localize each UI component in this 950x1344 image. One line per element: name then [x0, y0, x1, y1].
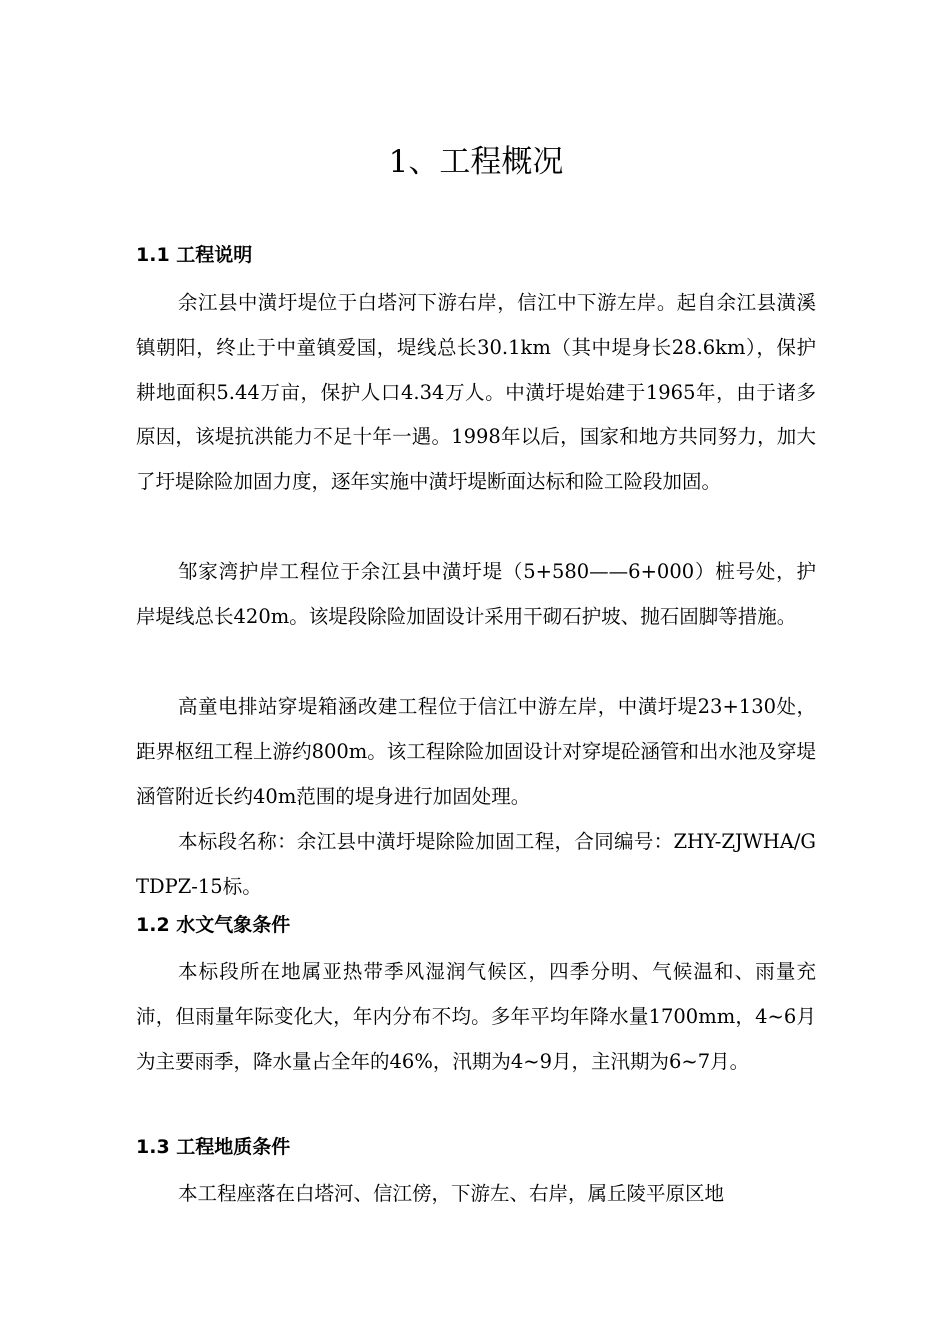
section-heading-1-1: 1.1 工程说明	[136, 244, 253, 266]
page-title: 1、工程概况	[388, 144, 564, 180]
paragraph-project-description: 余江县中潢圩堤位于白塔河下游右岸，信江中下游左岸。起自余江县潢溪镇朝阳，终止于中童镇爱国，堤线总长30.1km（其中堤身长28.6km），保护耕地面积5.44万亩，保护人口4.34万人。中潢圩堤始建于1965年，由于诸多原因，该堤抗洪能力不足十年一遇。1998年以后，国家和地方共同努力，加大了圩堤除险加固力度，逐年实施中潢圩堤断面达标和险工险段加固。	[136, 291, 816, 494]
section-heading-1-3: 1.3 工程地质条件	[136, 1136, 291, 1158]
paragraph-hydrology-climate: 本标段所在地属亚热带季风湿润气候区，四季分明、气候温和、雨量充沛，但雨量年际变化大，年内分布不均。多年平均年降水量1700mm，4~6月为主要雨季，降水量占全年的46%，汛期为4~9月，主汛期为6~7月。	[136, 960, 816, 1073]
paragraph-geology: 本工程座落在白塔河、信江傍，下游左、右岸，属丘陵平原区地	[178, 1182, 725, 1205]
section-heading-1-2: 1.2 水文气象条件	[136, 914, 291, 936]
paragraph-gaotong-pump-station: 高童电排站穿堤箱涵改建工程位于信江中游左岸，中潢圩堤23+130处，距界枢纽工程上游约800m。该工程除险加固设计对穿堤砼涵管和出水池及穿堤涵管附近长约40m范围的堤身进行加固处理。	[136, 695, 816, 808]
paragraph-zoujiawan-revetment: 邹家湾护岸工程位于余江县中潢圩堤（5+580——6+000）桩号处，护岸堤线总长420m。该堤段除险加固设计采用干砌石护坡、抛石固脚等措施。	[136, 560, 816, 628]
paragraph-contract-info: 本标段名称：余江县中潢圩堤除险加固工程，合同编号：ZHY-ZJWHA/GTDPZ-15标。	[136, 830, 816, 898]
